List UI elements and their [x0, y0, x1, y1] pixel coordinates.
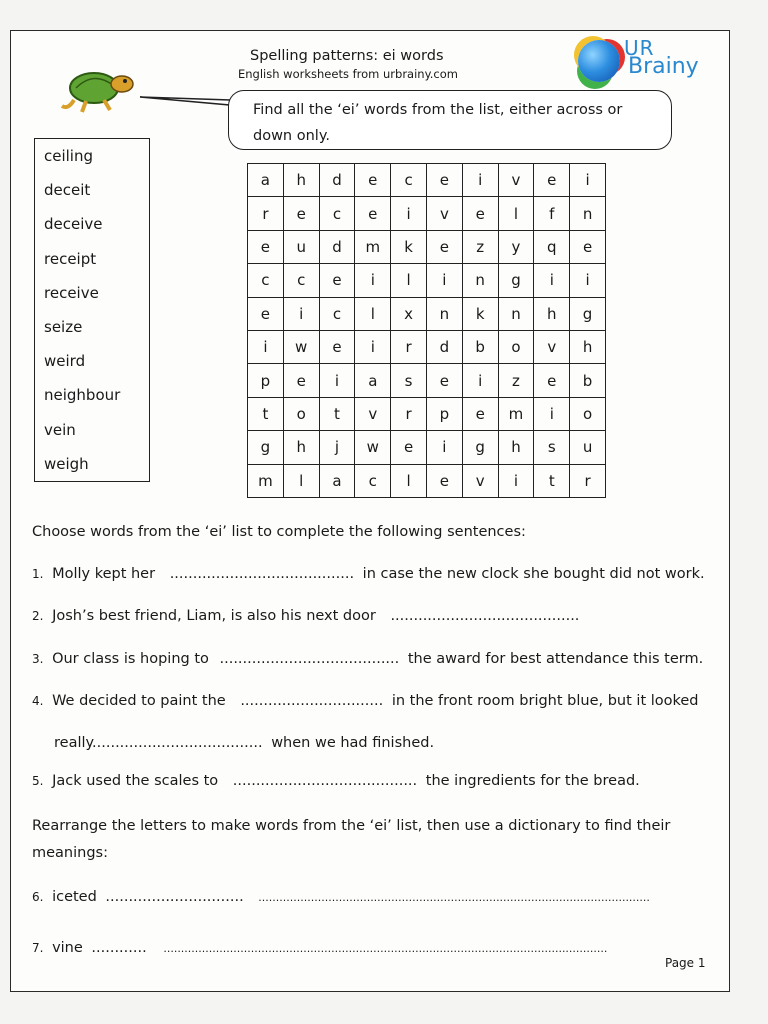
word-list-item: seize — [44, 317, 83, 336]
grid-cell[interactable]: y — [498, 230, 534, 263]
grid-cell[interactable]: l — [498, 197, 534, 230]
grid-cell[interactable]: z — [498, 364, 534, 397]
grid-cell[interactable]: h — [498, 431, 534, 464]
question-4-continued — [54, 735, 434, 751]
meaning-blank[interactable]: ............................................................................................................................... — [163, 942, 608, 955]
grid-cell[interactable]: e — [426, 230, 462, 263]
grid-cell[interactable]: j — [319, 431, 355, 464]
grid-cell[interactable]: p — [248, 364, 284, 397]
grid-cell[interactable]: i — [355, 264, 391, 297]
grid-cell[interactable]: n — [426, 297, 462, 330]
grid-cell[interactable]: e — [248, 230, 284, 263]
answer-blank[interactable]: ......................................... — [390, 608, 580, 624]
word-list-item: ceiling — [44, 147, 94, 165]
question-number: 6. — [32, 890, 44, 904]
grid-cell[interactable]: e — [319, 330, 355, 363]
grid-cell[interactable]: l — [391, 264, 427, 297]
question-number: 4. — [32, 694, 44, 708]
grid-cell[interactable]: i — [426, 264, 462, 297]
grid-cell[interactable]: i — [426, 431, 462, 464]
speech-bubble — [228, 90, 672, 150]
grid-cell[interactable]: i — [462, 364, 498, 397]
word-list-item: weigh — [44, 454, 89, 473]
grid-cell[interactable]: x — [391, 297, 427, 330]
word-list-item: vein — [44, 420, 76, 439]
grid-cell[interactable]: i — [534, 264, 570, 297]
word-list — [34, 138, 150, 482]
question-7 — [32, 940, 607, 956]
grid-cell[interactable]: z — [462, 230, 498, 263]
anagram-word: iceted — [52, 889, 97, 905]
answer-blank[interactable]: ........................................ — [169, 566, 355, 582]
question-text: in case the new clock she bought did not work. — [362, 566, 705, 582]
urbrainy-logo — [574, 34, 724, 92]
globe-icon — [578, 40, 620, 82]
grid-cell[interactable]: b — [570, 364, 606, 397]
question-number: 3. — [32, 652, 44, 666]
grid-cell[interactable]: r — [248, 197, 284, 230]
grid-cell[interactable]: n — [570, 197, 606, 230]
section2-instruction-line-1: Rearrange the letters to make words from the ‘ei’ list, then use a dictionary to find their — [32, 818, 671, 834]
anagram-word: vine — [52, 940, 83, 956]
grid-cell[interactable]: l — [355, 297, 391, 330]
grid-cell[interactable]: e — [283, 197, 319, 230]
grid-row — [248, 297, 606, 330]
grid-cell[interactable]: i — [570, 164, 606, 197]
question-1 — [32, 566, 705, 582]
grid-cell[interactable]: e — [248, 297, 284, 330]
grid-cell[interactable]: g — [498, 264, 534, 297]
grid-cell[interactable]: d — [426, 330, 462, 363]
grid-cell[interactable]: t — [319, 397, 355, 430]
grid-cell[interactable]: h — [534, 297, 570, 330]
grid-cell[interactable]: e — [355, 197, 391, 230]
grid-row — [248, 330, 606, 363]
grid-row — [248, 164, 606, 197]
question-text: Josh’s best friend, Liam, is also his next door — [52, 608, 376, 624]
grid-cell[interactable]: e — [534, 364, 570, 397]
grid-cell[interactable]: c — [319, 197, 355, 230]
grid-cell[interactable]: w — [355, 431, 391, 464]
grid-cell[interactable]: e — [570, 230, 606, 263]
grid-cell[interactable]: i — [570, 264, 606, 297]
grid-cell[interactable]: c — [319, 297, 355, 330]
grid-cell[interactable]: a — [319, 464, 355, 497]
grid-cell[interactable]: v — [426, 197, 462, 230]
word-list-item: receive — [44, 283, 99, 302]
grid-cell[interactable]: q — [534, 230, 570, 263]
grid-cell[interactable]: v — [355, 397, 391, 430]
grid-cell[interactable]: g — [570, 297, 606, 330]
grid-cell[interactable]: r — [391, 397, 427, 430]
question-text: the award for best attendance this term. — [407, 651, 704, 667]
grid-cell[interactable]: w — [283, 330, 319, 363]
grid-row — [248, 431, 606, 464]
grid-cell[interactable]: s — [391, 364, 427, 397]
grid-cell[interactable]: r — [570, 464, 606, 497]
turtle-mascot-icon — [60, 66, 140, 114]
answer-blank[interactable]: ..................................... — [92, 735, 263, 751]
grid-cell[interactable]: n — [498, 297, 534, 330]
speech-line-2: down only. — [253, 128, 330, 144]
grid-cell[interactable]: i — [283, 297, 319, 330]
section2-instruction-line-2: meanings: — [32, 845, 108, 861]
grid-cell[interactable]: m — [248, 464, 284, 497]
grid-cell[interactable]: e — [462, 197, 498, 230]
grid-cell[interactable]: p — [426, 397, 462, 430]
grid-cell[interactable]: g — [462, 431, 498, 464]
question-text: when we had finished. — [271, 735, 435, 751]
grid-cell[interactable]: i — [391, 197, 427, 230]
question-text: really — [54, 735, 93, 751]
logo-text-top: UR — [624, 36, 655, 60]
grid-row — [248, 197, 606, 230]
grid-cell[interactable]: v — [462, 464, 498, 497]
grid-cell[interactable]: e — [391, 431, 427, 464]
grid-cell[interactable]: e — [283, 364, 319, 397]
grid-cell[interactable]: c — [283, 264, 319, 297]
grid-cell[interactable]: e — [319, 264, 355, 297]
grid-cell[interactable]: c — [391, 164, 427, 197]
grid-cell[interactable]: s — [534, 431, 570, 464]
question-number: 7. — [32, 941, 44, 955]
grid-cell[interactable]: e — [355, 164, 391, 197]
worksheet-subtitle: English worksheets from urbrainy.com — [238, 67, 458, 81]
word-list-item: receipt — [44, 249, 97, 268]
grid-row — [248, 464, 606, 497]
grid-cell[interactable]: i — [319, 364, 355, 397]
speech-tail — [140, 92, 232, 112]
word-list-item: neighbour — [44, 386, 121, 405]
grid-cell[interactable]: b — [462, 330, 498, 363]
grid-row — [248, 397, 606, 430]
answer-blank[interactable]: ........................................ — [232, 773, 418, 789]
question-text: Jack used the scales to — [52, 773, 219, 789]
grid-cell[interactable]: v — [498, 164, 534, 197]
word-list-item: deceit — [44, 181, 91, 200]
grid-cell[interactable]: m — [355, 230, 391, 263]
speech-line-1: Find all the ‘ei’ words from the list, either across or — [253, 102, 623, 118]
word-list-item: deceive — [44, 215, 103, 234]
answer-blank[interactable]: .............................. — [105, 889, 244, 905]
grid-cell[interactable]: a — [355, 364, 391, 397]
grid-cell[interactable]: d — [319, 230, 355, 263]
grid-cell[interactable]: l — [283, 464, 319, 497]
grid-cell[interactable]: h — [283, 431, 319, 464]
grid-row — [248, 264, 606, 297]
grid-cell[interactable]: i — [248, 330, 284, 363]
word-list-item: weird — [44, 352, 86, 371]
answer-blank[interactable]: ....................................... — [219, 651, 400, 667]
question-text: the ingredients for the bread. — [425, 773, 640, 789]
question-text: We decided to paint the — [52, 693, 226, 709]
grid-cell[interactable]: o — [283, 397, 319, 430]
grid-cell[interactable]: k — [391, 230, 427, 263]
grid-cell[interactable]: i — [534, 397, 570, 430]
grid-cell[interactable]: e — [426, 464, 462, 497]
question-5 — [32, 773, 640, 789]
grid-cell[interactable]: g — [248, 431, 284, 464]
grid-cell[interactable]: n — [462, 264, 498, 297]
grid-cell[interactable]: h — [283, 164, 319, 197]
grid-cell[interactable]: u — [570, 431, 606, 464]
grid-cell[interactable]: i — [355, 330, 391, 363]
question-3 — [32, 651, 703, 667]
question-number: 1. — [32, 567, 44, 581]
grid-cell[interactable]: i — [462, 164, 498, 197]
grid-cell[interactable]: l — [391, 464, 427, 497]
question-6 — [32, 889, 650, 905]
grid-cell[interactable]: t — [248, 397, 284, 430]
grid-cell[interactable]: e — [462, 397, 498, 430]
grid-cell[interactable]: m — [498, 397, 534, 430]
grid-cell[interactable]: e — [534, 164, 570, 197]
logo-text-bottom: Brainy — [628, 54, 699, 79]
grid-cell[interactable]: i — [498, 464, 534, 497]
grid-cell[interactable]: e — [426, 364, 462, 397]
question-number: 2. — [32, 609, 44, 623]
grid-cell[interactable]: d — [319, 164, 355, 197]
grid-cell[interactable]: k — [462, 297, 498, 330]
grid-cell[interactable]: h — [570, 330, 606, 363]
question-text: Our class is hoping to — [52, 651, 209, 667]
question-text: in the front room bright blue, but it looked — [391, 693, 699, 709]
grid-cell[interactable]: c — [355, 464, 391, 497]
grid-cell[interactable]: o — [570, 397, 606, 430]
grid-row — [248, 230, 606, 263]
question-4 — [32, 693, 699, 709]
grid-cell[interactable]: t — [534, 464, 570, 497]
answer-blank[interactable]: ............................... — [240, 693, 384, 709]
grid-row — [248, 364, 606, 397]
answer-blank[interactable]: ............ — [91, 940, 147, 956]
worksheet-title: Spelling patterns: ei words — [250, 48, 444, 64]
grid-cell[interactable]: o — [498, 330, 534, 363]
grid-cell[interactable]: r — [391, 330, 427, 363]
section1-instruction: Choose words from the ‘ei’ list to complete the following sentences: — [32, 524, 526, 540]
grid-cell[interactable]: c — [248, 264, 284, 297]
grid-cell[interactable]: u — [283, 230, 319, 263]
question-number: 5. — [32, 774, 44, 788]
question-text: Molly kept her — [52, 566, 156, 582]
grid-cell[interactable]: v — [534, 330, 570, 363]
grid-cell[interactable]: e — [426, 164, 462, 197]
wordsearch-grid — [247, 163, 606, 498]
question-2 — [32, 608, 579, 624]
grid-cell[interactable]: a — [248, 164, 284, 197]
page-number: Page 1 — [665, 956, 706, 970]
grid-cell[interactable]: f — [534, 197, 570, 230]
meaning-blank[interactable]: ................................................................................................................ — [258, 891, 650, 904]
